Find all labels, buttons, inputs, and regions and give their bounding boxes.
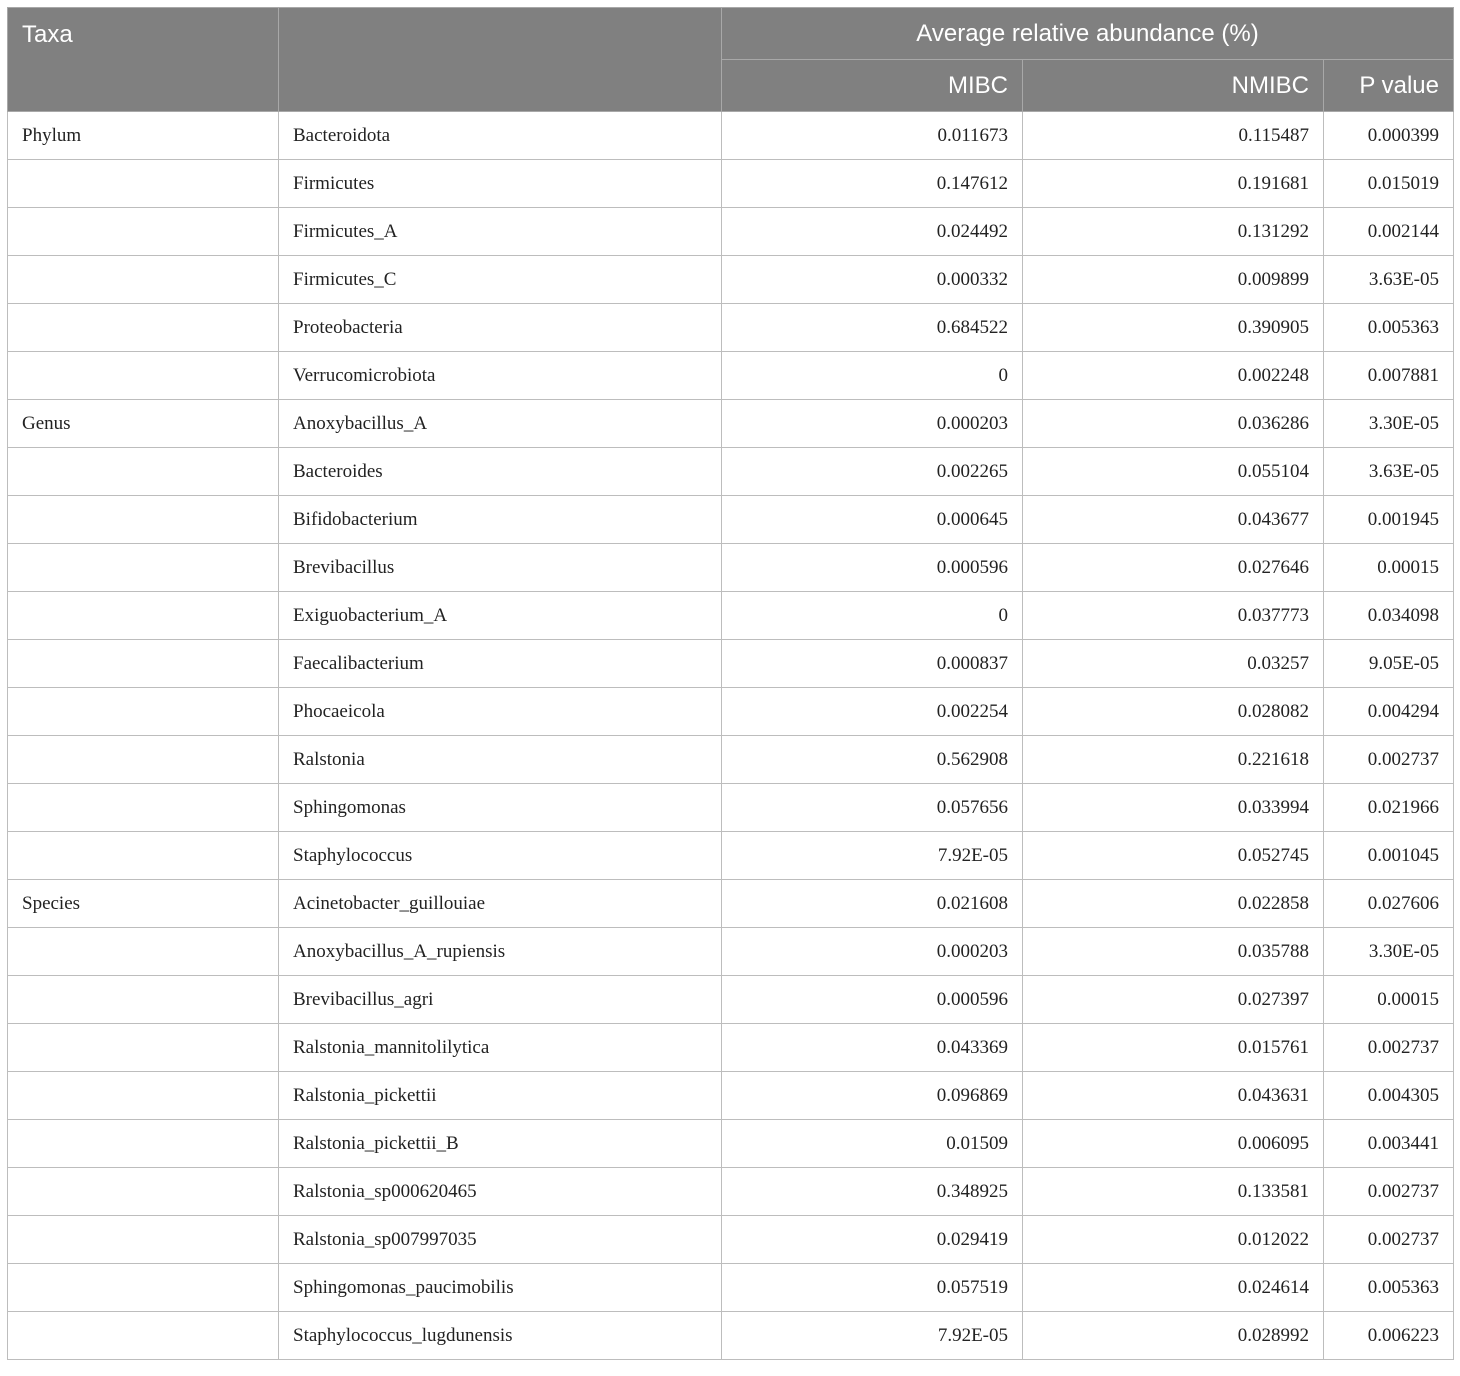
taxon-name-cell: Sphingomonas_paucimobilis — [279, 1264, 722, 1312]
header-mibc: MIBC — [722, 60, 1023, 112]
p-value-cell: 0.002737 — [1324, 1216, 1454, 1264]
table-header — [8, 8, 1454, 112]
header-taxon-name — [279, 8, 722, 112]
nmibc-value-cell: 0.009899 — [1023, 256, 1324, 304]
mibc-value-cell: 0.024492 — [722, 208, 1023, 256]
nmibc-value-cell: 0.221618 — [1023, 736, 1324, 784]
taxa-level-cell — [8, 1168, 279, 1216]
p-value-cell: 0.027606 — [1324, 880, 1454, 928]
mibc-value-cell: 0.000596 — [722, 544, 1023, 592]
p-value-cell: 0.000399 — [1324, 112, 1454, 160]
nmibc-value-cell: 0.002248 — [1023, 352, 1324, 400]
p-value-cell: 3.30E-05 — [1324, 400, 1454, 448]
taxa-level-cell — [8, 544, 279, 592]
nmibc-value-cell: 0.006095 — [1023, 1120, 1324, 1168]
p-value-cell: 0.015019 — [1324, 160, 1454, 208]
mibc-value-cell: 0.01509 — [722, 1120, 1023, 1168]
header-pvalue: P value — [1324, 60, 1454, 112]
table-row — [8, 688, 1454, 736]
p-value-cell: 0.001045 — [1324, 832, 1454, 880]
nmibc-value-cell: 0.028082 — [1023, 688, 1324, 736]
table-row — [8, 1216, 1454, 1264]
p-value-cell: 0.002737 — [1324, 1168, 1454, 1216]
taxa-level-cell — [8, 1264, 279, 1312]
table-row — [8, 1120, 1454, 1168]
nmibc-value-cell: 0.043677 — [1023, 496, 1324, 544]
header-taxa: Taxa — [8, 8, 279, 112]
mibc-value-cell: 0 — [722, 352, 1023, 400]
mibc-value-cell: 0.562908 — [722, 736, 1023, 784]
p-value-cell: 0.004294 — [1324, 688, 1454, 736]
mibc-value-cell: 0.684522 — [722, 304, 1023, 352]
p-value-cell: 0.007881 — [1324, 352, 1454, 400]
table-row — [8, 304, 1454, 352]
nmibc-value-cell: 0.024614 — [1023, 1264, 1324, 1312]
mibc-value-cell: 0.000332 — [722, 256, 1023, 304]
taxa-level-cell — [8, 1216, 279, 1264]
table-row — [8, 160, 1454, 208]
table-row — [8, 640, 1454, 688]
taxa-level-cell — [8, 256, 279, 304]
mibc-value-cell: 0.348925 — [722, 1168, 1023, 1216]
table-row — [8, 928, 1454, 976]
table-row — [8, 784, 1454, 832]
mibc-value-cell: 0.021608 — [722, 880, 1023, 928]
taxa-level-cell — [8, 736, 279, 784]
taxon-name-cell: Anoxybacillus_A — [279, 400, 722, 448]
nmibc-value-cell: 0.012022 — [1023, 1216, 1324, 1264]
table-row — [8, 352, 1454, 400]
taxon-name-cell: Ralstonia_mannitolilytica — [279, 1024, 722, 1072]
taxa-level-cell — [8, 208, 279, 256]
taxon-name-cell: Proteobacteria — [279, 304, 722, 352]
nmibc-value-cell: 0.03257 — [1023, 640, 1324, 688]
mibc-value-cell: 0.002265 — [722, 448, 1023, 496]
taxa-level-cell — [8, 160, 279, 208]
mibc-value-cell: 0.043369 — [722, 1024, 1023, 1072]
p-value-cell: 0.005363 — [1324, 304, 1454, 352]
table-row — [8, 832, 1454, 880]
header-nmibc: NMIBC — [1023, 60, 1324, 112]
taxon-name-cell: Phocaeicola — [279, 688, 722, 736]
p-value-cell: 0.002737 — [1324, 736, 1454, 784]
p-value-cell: 3.63E-05 — [1324, 448, 1454, 496]
taxon-name-cell: Anoxybacillus_A_rupiensis — [279, 928, 722, 976]
nmibc-value-cell: 0.027397 — [1023, 976, 1324, 1024]
p-value-cell: 0.004305 — [1324, 1072, 1454, 1120]
taxa-level-cell — [8, 448, 279, 496]
mibc-value-cell: 0.000596 — [722, 976, 1023, 1024]
mibc-value-cell: 0.057519 — [722, 1264, 1023, 1312]
nmibc-value-cell: 0.052745 — [1023, 832, 1324, 880]
taxon-name-cell: Brevibacillus — [279, 544, 722, 592]
taxon-name-cell: Firmicutes_C — [279, 256, 722, 304]
table-row — [8, 880, 1454, 928]
table-row — [8, 448, 1454, 496]
nmibc-value-cell: 0.033994 — [1023, 784, 1324, 832]
nmibc-value-cell: 0.191681 — [1023, 160, 1324, 208]
taxa-level-cell — [8, 928, 279, 976]
nmibc-value-cell: 0.036286 — [1023, 400, 1324, 448]
taxa-level-cell: Phylum — [8, 112, 279, 160]
taxon-name-cell: Verrucomicrobiota — [279, 352, 722, 400]
table-row — [8, 208, 1454, 256]
p-value-cell: 0.006223 — [1324, 1312, 1454, 1360]
nmibc-value-cell: 0.022858 — [1023, 880, 1324, 928]
taxa-level-cell — [8, 688, 279, 736]
taxon-name-cell: Firmicutes — [279, 160, 722, 208]
taxon-name-cell: Exiguobacterium_A — [279, 592, 722, 640]
taxon-name-cell: Firmicutes_A — [279, 208, 722, 256]
mibc-value-cell: 0.147612 — [722, 160, 1023, 208]
taxon-name-cell: Brevibacillus_agri — [279, 976, 722, 1024]
nmibc-value-cell: 0.115487 — [1023, 112, 1324, 160]
taxa-level-cell — [8, 832, 279, 880]
mibc-value-cell: 0.057656 — [722, 784, 1023, 832]
table-row — [8, 1024, 1454, 1072]
mibc-value-cell: 0.011673 — [722, 112, 1023, 160]
taxa-level-cell — [8, 496, 279, 544]
mibc-value-cell: 0.002254 — [722, 688, 1023, 736]
mibc-value-cell: 0.000203 — [722, 928, 1023, 976]
taxa-level-cell — [8, 1024, 279, 1072]
table-row — [8, 1264, 1454, 1312]
taxon-name-cell: Ralstonia_sp007997035 — [279, 1216, 722, 1264]
table-row — [8, 976, 1454, 1024]
mibc-value-cell: 0.029419 — [722, 1216, 1023, 1264]
taxa-level-cell: Genus — [8, 400, 279, 448]
taxon-name-cell: Faecalibacterium — [279, 640, 722, 688]
mibc-value-cell: 7.92E-05 — [722, 1312, 1023, 1360]
taxon-name-cell: Bifidobacterium — [279, 496, 722, 544]
table-row — [8, 496, 1454, 544]
taxon-name-cell: Ralstonia — [279, 736, 722, 784]
taxon-name-cell: Staphylococcus_lugdunensis — [279, 1312, 722, 1360]
p-value-cell: 9.05E-05 — [1324, 640, 1454, 688]
header-avg-abundance: Average relative abundance (%) — [722, 8, 1454, 60]
table-row — [8, 400, 1454, 448]
nmibc-value-cell: 0.043631 — [1023, 1072, 1324, 1120]
p-value-cell: 3.30E-05 — [1324, 928, 1454, 976]
taxon-name-cell: Acinetobacter_guillouiae — [279, 880, 722, 928]
taxon-name-cell: Sphingomonas — [279, 784, 722, 832]
nmibc-value-cell: 0.055104 — [1023, 448, 1324, 496]
taxon-name-cell: Staphylococcus — [279, 832, 722, 880]
table-row — [8, 1168, 1454, 1216]
taxon-name-cell: Ralstonia_pickettii_B — [279, 1120, 722, 1168]
nmibc-value-cell: 0.390905 — [1023, 304, 1324, 352]
p-value-cell: 0.021966 — [1324, 784, 1454, 832]
taxon-name-cell: Bacteroides — [279, 448, 722, 496]
mibc-value-cell: 0.000645 — [722, 496, 1023, 544]
p-value-cell: 0.005363 — [1324, 1264, 1454, 1312]
taxa-level-cell — [8, 784, 279, 832]
mibc-value-cell: 7.92E-05 — [722, 832, 1023, 880]
p-value-cell: 3.63E-05 — [1324, 256, 1454, 304]
table-row — [8, 592, 1454, 640]
p-value-cell: 0.001945 — [1324, 496, 1454, 544]
table-row — [8, 544, 1454, 592]
taxa-level-cell — [8, 592, 279, 640]
taxa-level-cell — [8, 640, 279, 688]
nmibc-value-cell: 0.131292 — [1023, 208, 1324, 256]
mibc-value-cell: 0.000203 — [722, 400, 1023, 448]
taxa-level-cell — [8, 1072, 279, 1120]
p-value-cell: 0.00015 — [1324, 976, 1454, 1024]
nmibc-value-cell: 0.037773 — [1023, 592, 1324, 640]
p-value-cell: 0.002737 — [1324, 1024, 1454, 1072]
table-row — [8, 1312, 1454, 1360]
nmibc-value-cell: 0.133581 — [1023, 1168, 1324, 1216]
taxa-level-cell — [8, 1120, 279, 1168]
abundance-table — [7, 7, 1454, 1360]
p-value-cell: 0.034098 — [1324, 592, 1454, 640]
nmibc-value-cell: 0.015761 — [1023, 1024, 1324, 1072]
taxa-level-cell: Species — [8, 880, 279, 928]
taxon-name-cell: Ralstonia_sp000620465 — [279, 1168, 722, 1216]
table-row — [8, 112, 1454, 160]
p-value-cell: 0.00015 — [1324, 544, 1454, 592]
p-value-cell: 0.002144 — [1324, 208, 1454, 256]
mibc-value-cell: 0.096869 — [722, 1072, 1023, 1120]
table-row — [8, 256, 1454, 304]
p-value-cell: 0.003441 — [1324, 1120, 1454, 1168]
taxon-name-cell: Bacteroidota — [279, 112, 722, 160]
taxon-name-cell: Ralstonia_pickettii — [279, 1072, 722, 1120]
taxa-level-cell — [8, 976, 279, 1024]
table-row — [8, 736, 1454, 784]
nmibc-value-cell: 0.035788 — [1023, 928, 1324, 976]
taxa-level-cell — [8, 304, 279, 352]
nmibc-value-cell: 0.028992 — [1023, 1312, 1324, 1360]
mibc-value-cell: 0.000837 — [722, 640, 1023, 688]
taxa-level-cell — [8, 352, 279, 400]
nmibc-value-cell: 0.027646 — [1023, 544, 1324, 592]
table-body — [8, 112, 1454, 1360]
header-row-top — [8, 8, 1454, 60]
mibc-value-cell: 0 — [722, 592, 1023, 640]
table-row — [8, 1072, 1454, 1120]
taxa-level-cell — [8, 1312, 279, 1360]
